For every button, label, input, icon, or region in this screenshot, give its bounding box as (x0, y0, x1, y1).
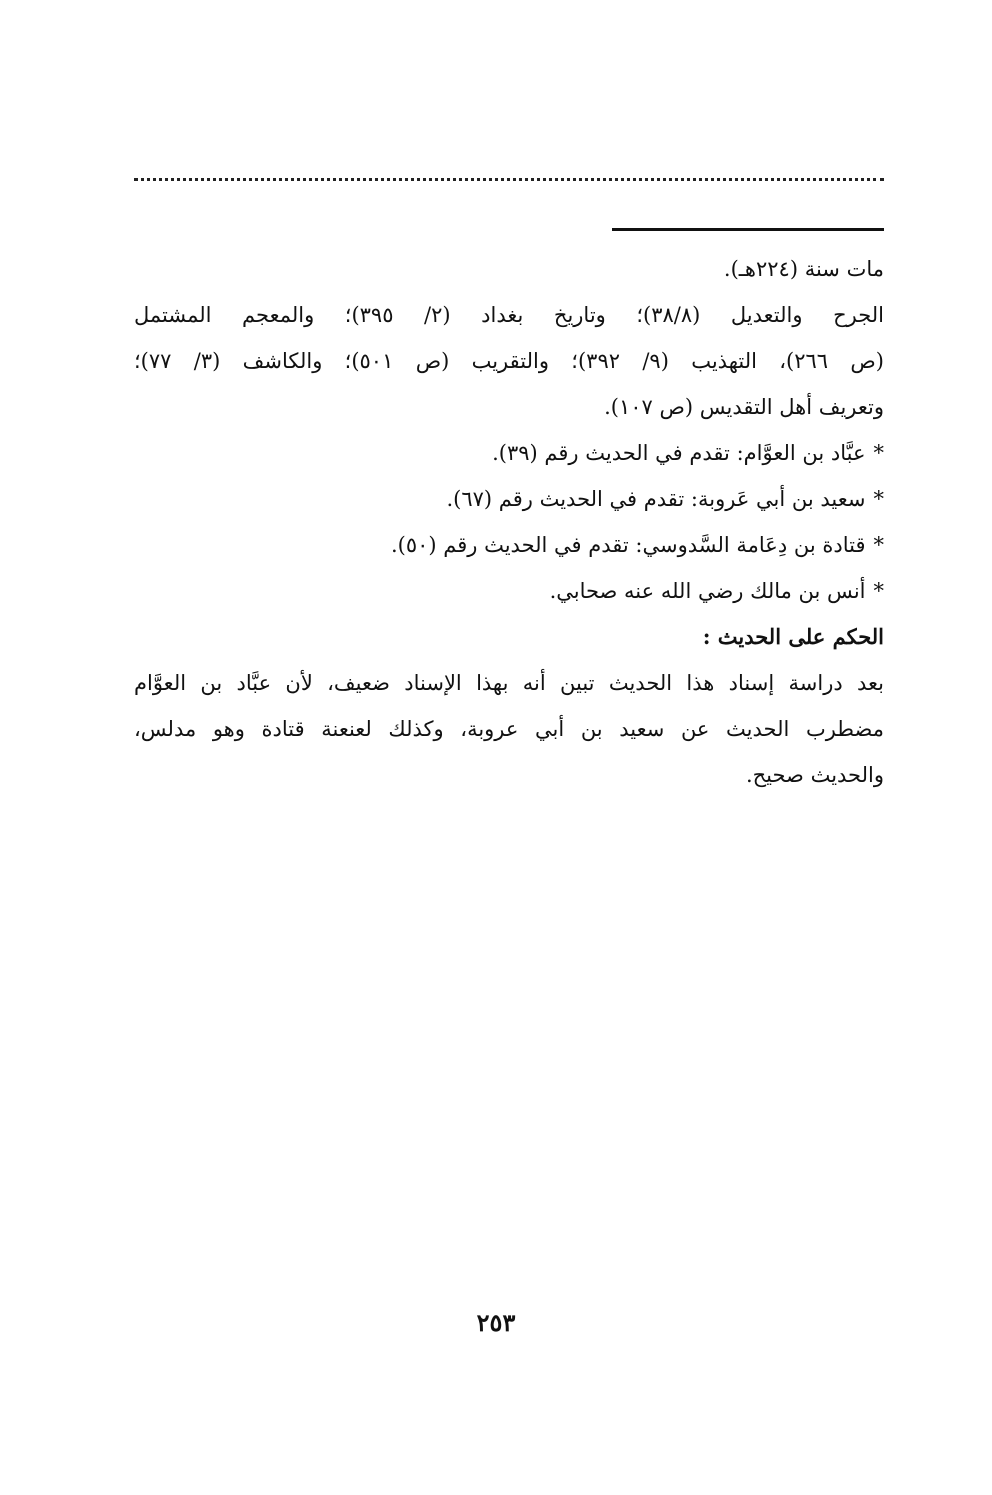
page-body (134, 246, 884, 798)
ruling-heading: الحكم على الحديث : (702, 624, 884, 649)
narrator-item (134, 568, 884, 614)
narrator-text: قتادة بن دِعَامة السَّدوسي: تقدم في الحديث رقم (٥٠). (390, 533, 866, 557)
dotted-separator (134, 178, 884, 181)
narrator-text: أنس بن مالك رضي الله عنه صحابي. (549, 579, 866, 603)
asterisk-bullet: * (873, 533, 884, 557)
narrator-text: سعيد بن أبي عَروبة: تقدم في الحديث رقم (٦٧). (446, 487, 866, 511)
ruling-line-2: مضطرب الحديث عن سعيد بن أبي عروبة، وكذلك لعنعنة قتادة وهو مدلس، (134, 717, 884, 741)
page-number: ٢٥٣ (476, 1308, 516, 1337)
asterisk-bullet: * (873, 487, 884, 511)
asterisk-bullet: * (873, 579, 884, 603)
sources-line-1: الجرح والتعديل (٣٨/٨)؛ وتاريخ بغداد (٢/ ٣٩٥)؛ والمعجم المشتمل (134, 303, 884, 327)
ruling-line-1: بعد دراسة إسناد هذا الحديث تبين أنه بهذا الإسناد ضعيف، لأن عبَّاد بن العوَّام (134, 671, 884, 695)
narrator-item (134, 476, 884, 522)
sources-line-2: (ص ٢٦٦)، التهذيب (٩/ ٣٩٢)؛ والتقريب (ص ٥٠١)؛ والكاشف (٣/ ٧٧)؛ (134, 349, 884, 373)
ruling-line-3: والحديث صحيح. (745, 763, 884, 787)
narrator-item (134, 522, 884, 568)
narrator-text: عبَّاد بن العوَّام: تقدم في الحديث رقم (٣٩). (492, 441, 866, 465)
death-year-line: مات سنة (٢٢٤هـ). (723, 257, 884, 281)
narrator-item (134, 430, 884, 476)
footnote-rule (612, 228, 884, 231)
sources-line-3: وتعريف أهل التقديس (ص ١٠٧). (604, 395, 884, 419)
asterisk-bullet: * (873, 441, 884, 465)
